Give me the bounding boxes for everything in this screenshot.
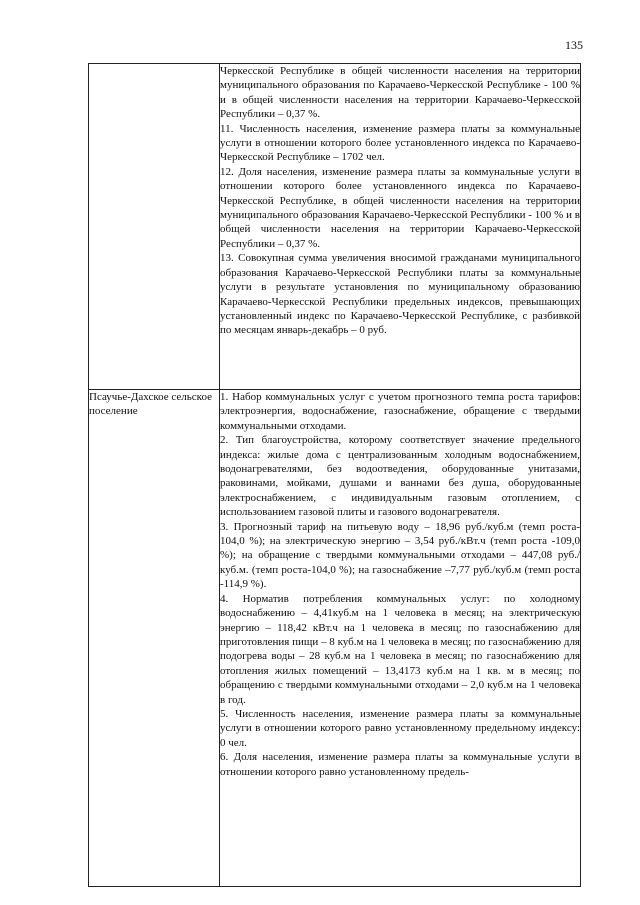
indicators-cell [220, 64, 581, 390]
table-row [89, 64, 581, 390]
municipality-cell [89, 64, 220, 390]
page-number: 135 [565, 38, 583, 52]
indicators-cell [220, 390, 581, 887]
paragraph: 2. Тип благоустройства, которому соответствует значение предельного индекса: жилые дома с централизованным холодным водоснабжением, водонагревателями, без водоотведения, оборудованные унитазами, раковинами, мойками, душами и ваннами без душа, оборудованные электроснабжением, с индивидуальным газовым отоплением, с использованием газовой плиты и газового водонагревателя. [220, 434, 580, 519]
paragraph: 13. Совокупная сумма увеличения вносимой гражданами муниципального образования Карачаево-Черкесской Республики платы за коммунальные услуги в результате установления по муниципальному образованию Карачаево-Черкесской Республики предельных индексов, превышающих установленный индекс по Карачаево-Черкесской Республике, с разбивкой по месяцам январь-декабрь – 0 руб. [220, 252, 580, 337]
paragraph: 5. Численность населения, изменение размера платы за коммунальные услуги в отношении которого равно установленному предельному индексу: 0 чел. [220, 707, 580, 749]
data-table [88, 63, 581, 887]
paragraph: 1. Набор коммунальных услуг с учетом прогнозного темпа роста тарифов: электроэнергия, водоснабжение, газоснабжение, обращение с твердыми коммунальными отходами. [220, 391, 580, 432]
paragraph: Черкесской Республике в общей численности населения на территории муниципального образования по Карачаево-Черкесской Республике - 100 % и в общей численности населения на территории Карачаево-Черкесской Республики – 0,37 %. [220, 65, 580, 121]
paragraph: 6. Доля населения, изменение размера платы за коммунальные услуги в отношении которого равно установленному предель- [220, 751, 580, 778]
paragraph: 4. Норматив потребления коммунальных услуг: по холодному водоснабжению – 4,41куб.м на 1 человека в месяц; на электрическую энергию – 118,42 кВт.ч на 1 человека в месяц; по газоснабжению для приготовления пищи – 8 куб.м на 1 человека в месяц; по газоснабжению для подогрева воды – 28 куб.м на 1 человека в месяц; по газоснабжению для отопления жилых помещений – 13,4173 куб.м на 1 кв. м в месяц; по обращению с твердыми коммунальными отходами – 2,0 куб.м на 1 человека в год. [220, 592, 580, 706]
paragraph: 11. Численность населения, изменение размера платы за коммунальные услуги в отношении которого более установленного индекса по Карачаево-Черкесской Республике – 1702 чел. [220, 122, 580, 164]
table-row [89, 390, 581, 887]
paragraph: 12. Доля населения, изменение размера платы за коммунальные услуги в отношении которого более установленного индекса по Карачаево-Черкесской Республике, в общей численности населения на территории муниципального образования Карачаево-Черкесской Республики - 100 % и в общей численности населения на территории Карачаево-Черкесской Республики – 0,37 %. [220, 165, 580, 250]
paragraph: 3. Прогнозный тариф на питьевую воду – 18,96 руб./куб.м (темп роста- 104,0 %); на электрическую энергию – 3,54 руб./кВт.ч (темп роста -109,0 %); на обращение с твердыми коммунальными отходами – 447,08 руб./куб.м. (темп роста-104,0 %); на газоснабжение –7,77 руб./куб.м (темп роста -114,9 %). [220, 520, 580, 591]
municipality-cell: Псаучье-Дахское сельское поселение [89, 390, 220, 887]
